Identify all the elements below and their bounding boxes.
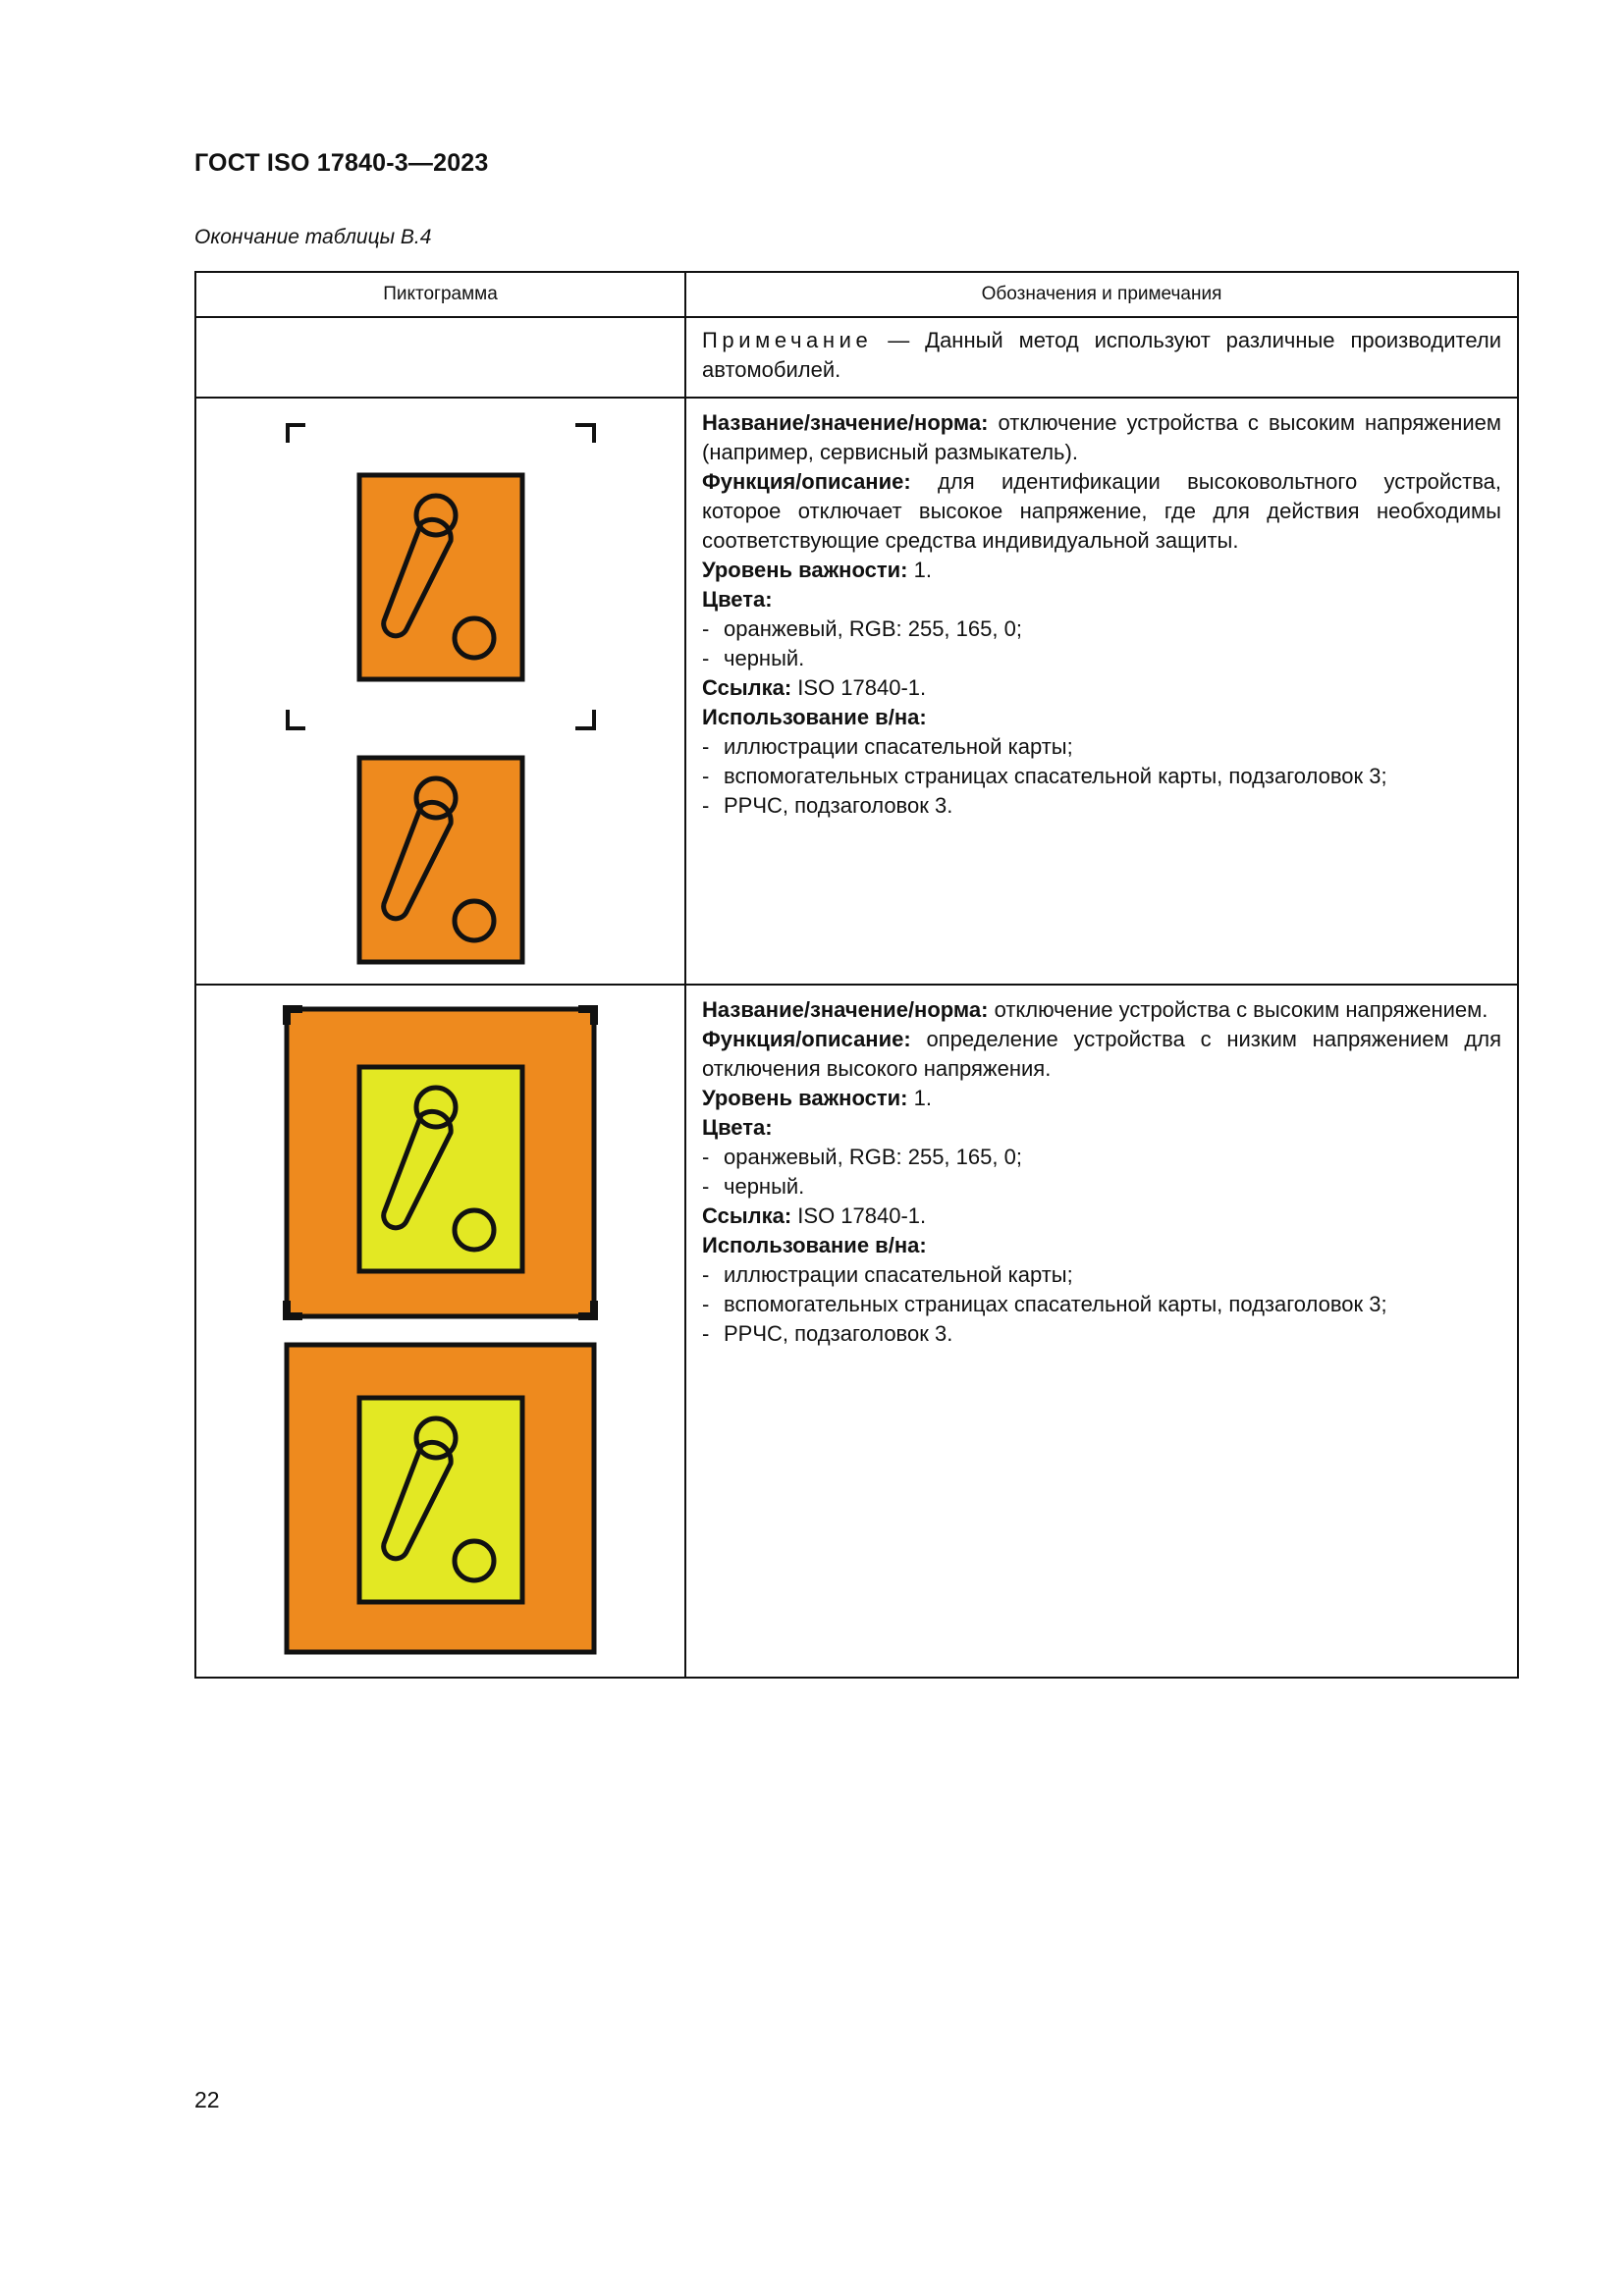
name-label: Название/значение/норма: bbox=[702, 410, 989, 435]
function-label: Функция/описание: bbox=[702, 469, 911, 494]
description-cell bbox=[685, 398, 1518, 985]
list-item: - РРЧС, подзаголовок 3. bbox=[702, 1321, 953, 1346]
list-item: - оранжевый, RGB: 255, 165, 0; bbox=[702, 616, 1022, 641]
level-label: Уровень важности: bbox=[702, 1086, 908, 1110]
colors-label: Цвета: bbox=[702, 1115, 773, 1140]
list-item: - оранжевый, RGB: 255, 165, 0; bbox=[702, 1145, 1022, 1169]
column-header-notes: Обозначения и примечания bbox=[685, 272, 1518, 317]
name-value: отключение устройства с высоким напряжением. bbox=[988, 997, 1489, 1022]
list-item: - иллюстрации спасательной карты; bbox=[702, 734, 1073, 759]
function-value: определение устройства с низким напряжением для отключения высокого напряжения. bbox=[702, 1027, 1501, 1081]
table-header-row bbox=[195, 272, 1518, 317]
level-value: 1. bbox=[907, 1086, 932, 1110]
reference-label: Ссылка: bbox=[702, 675, 792, 700]
list-item: - иллюстрации спасательной карты; bbox=[702, 1262, 1073, 1287]
page-number: 22 bbox=[194, 2087, 220, 2112]
table-row-note bbox=[195, 317, 1518, 398]
note-text bbox=[686, 318, 1517, 385]
note-label: Примечание bbox=[702, 328, 873, 352]
list-item: - вспомогательных страницах спасательной карты, подзаголовок 3; bbox=[702, 764, 1387, 788]
empty-pictogram-cell bbox=[195, 317, 685, 398]
function-value: для идентификации высоковольтного устройства, которое отключает высокое напряжение, где для действия необходимы соответствующие средства индивидуальной защиты. bbox=[702, 469, 1501, 553]
name-value: отключение устройства с высоким напряжением (например, сервисный размыкатель). bbox=[702, 410, 1501, 464]
reference-value: ISO 17840-1. bbox=[791, 675, 927, 700]
function-label: Функция/описание: bbox=[702, 1027, 911, 1051]
hv-disconnect-icon bbox=[359, 758, 522, 962]
note-cell bbox=[685, 317, 1518, 398]
document-code: ГОСТ ISO 17840-3—2023 bbox=[194, 149, 489, 177]
description-cell bbox=[685, 985, 1518, 1678]
description-text bbox=[686, 399, 1517, 821]
list-item: - РРЧС, подзаголовок 3. bbox=[702, 793, 953, 818]
note-body: — Данный метод используют различные производители автомобилей. bbox=[702, 328, 1501, 382]
list-item: - черный. bbox=[702, 646, 805, 670]
lv-disconnect-icon bbox=[287, 1009, 594, 1316]
level-label: Уровень важности: bbox=[702, 558, 908, 582]
list-item: - вспомогательных страницах спасательной карты, подзаголовок 3; bbox=[702, 1292, 1387, 1316]
pictogram-cell bbox=[195, 398, 685, 985]
reference-label: Ссылка: bbox=[702, 1203, 792, 1228]
name-label: Название/значение/норма: bbox=[702, 997, 989, 1022]
pictogram-graphic bbox=[196, 399, 686, 986]
usage-label: Использование в/на: bbox=[702, 705, 927, 729]
pictogram-graphic bbox=[196, 986, 686, 1679]
colors-label: Цвета: bbox=[702, 587, 773, 612]
table-row bbox=[195, 398, 1518, 985]
table-caption: Окончание таблицы В.4 bbox=[194, 226, 432, 248]
pictogram-table bbox=[194, 271, 1519, 1679]
lv-disconnect-icon bbox=[287, 1345, 594, 1652]
description-text bbox=[686, 986, 1517, 1349]
column-header-pictogram: Пиктограмма bbox=[195, 272, 685, 317]
usage-label: Использование в/на: bbox=[702, 1233, 927, 1257]
reference-value: ISO 17840-1. bbox=[791, 1203, 927, 1228]
level-value: 1. bbox=[907, 558, 932, 582]
list-item: - черный. bbox=[702, 1174, 805, 1199]
table-row bbox=[195, 985, 1518, 1678]
hv-disconnect-icon bbox=[359, 475, 522, 679]
pictogram-cell bbox=[195, 985, 685, 1678]
